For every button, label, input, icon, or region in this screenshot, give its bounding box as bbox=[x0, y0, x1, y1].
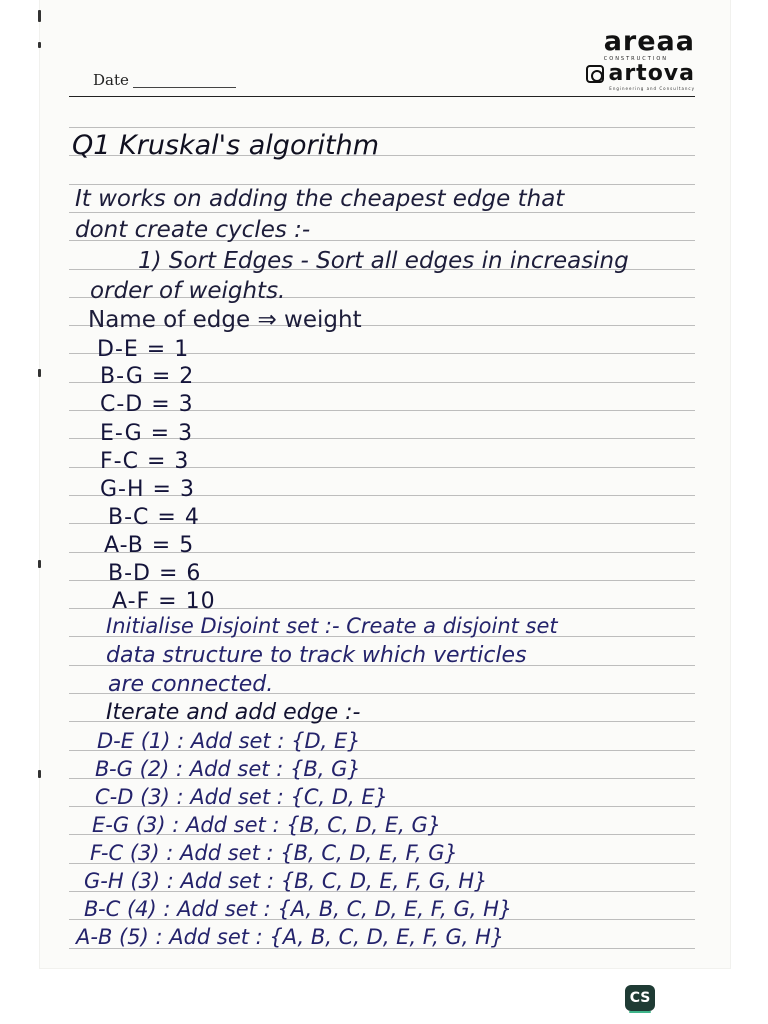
edge-weight-line: D-E = 1 bbox=[97, 337, 190, 362]
text-line: are connected. bbox=[108, 672, 274, 697]
edge-weight-line: G-H = 3 bbox=[100, 477, 195, 502]
binding-mark bbox=[38, 770, 41, 778]
text-line: It works on adding the cheapest edge that bbox=[75, 186, 565, 212]
binding-mark bbox=[38, 369, 41, 377]
ruled-line bbox=[69, 184, 695, 185]
text-line: Initialise Disjoint set :- Create a disjoint set bbox=[106, 614, 558, 638]
iteration-line: B-C (4) : Add set : {A, B, C, D, E, F, G, H} bbox=[84, 897, 513, 921]
iteration-line: C-D (3) : Add set : {C, D, E} bbox=[95, 785, 389, 809]
ruled-line bbox=[69, 127, 695, 128]
question-title: Q1 Kruskal's algorithm bbox=[72, 130, 380, 161]
binding-mark bbox=[38, 10, 41, 22]
text-line: 1) Sort Edges - Sort all edges in increasing bbox=[138, 248, 629, 274]
text-line: dont create cycles :- bbox=[75, 217, 311, 243]
artova-logo-icon bbox=[586, 65, 604, 83]
iteration-line: B-G (2) : Add set : {B, G} bbox=[95, 757, 361, 781]
edge-weight-line: B-G = 2 bbox=[100, 364, 195, 389]
brand-logo: areaa bbox=[603, 26, 695, 57]
iteration-line: D-E (1) : Add set : {D, E} bbox=[97, 729, 361, 753]
ruled-line bbox=[69, 212, 695, 213]
partner-logo-text: artova bbox=[608, 61, 695, 86]
text-line: Iterate and add edge :- bbox=[106, 700, 361, 725]
date-underline bbox=[133, 87, 236, 88]
edge-weight-line: C-D = 3 bbox=[100, 392, 194, 417]
binding-mark bbox=[38, 42, 41, 48]
iteration-line: A-B (5) : Add set : {A, B, C, D, E, F, G, H} bbox=[76, 925, 505, 949]
text-line: Name of edge ⇒ weight bbox=[88, 307, 362, 333]
header-rule bbox=[69, 96, 695, 97]
text-line: data structure to track which verticles bbox=[106, 643, 527, 668]
iteration-line: G-H (3) : Add set : {B, C, D, E, F, G, H} bbox=[84, 869, 488, 893]
brand-logo-subtitle: CONSTRUCTION bbox=[603, 56, 668, 62]
partner-logo bbox=[586, 62, 695, 86]
edge-weight-line: E-G = 3 bbox=[100, 421, 194, 446]
iteration-line: E-G (3) : Add set : {B, C, D, E, G} bbox=[92, 813, 442, 837]
edge-weight-line: F-C = 3 bbox=[100, 449, 190, 474]
edge-weight-line: B-C = 4 bbox=[108, 505, 200, 530]
date-label: Date bbox=[93, 71, 129, 89]
iteration-line: F-C (3) : Add set : {B, C, D, E, F, G} bbox=[90, 841, 458, 865]
binding-mark bbox=[38, 560, 41, 568]
edge-weight-line: B-D = 6 bbox=[108, 561, 202, 586]
text-line: order of weights. bbox=[90, 278, 286, 304]
edge-weight-line: A-B = 5 bbox=[104, 533, 195, 558]
partner-logo-subtitle: Engineering and Consultancy bbox=[609, 86, 695, 91]
camscanner-badge: CS bbox=[625, 985, 655, 1011]
edge-weight-line: A-F = 10 bbox=[112, 589, 216, 614]
